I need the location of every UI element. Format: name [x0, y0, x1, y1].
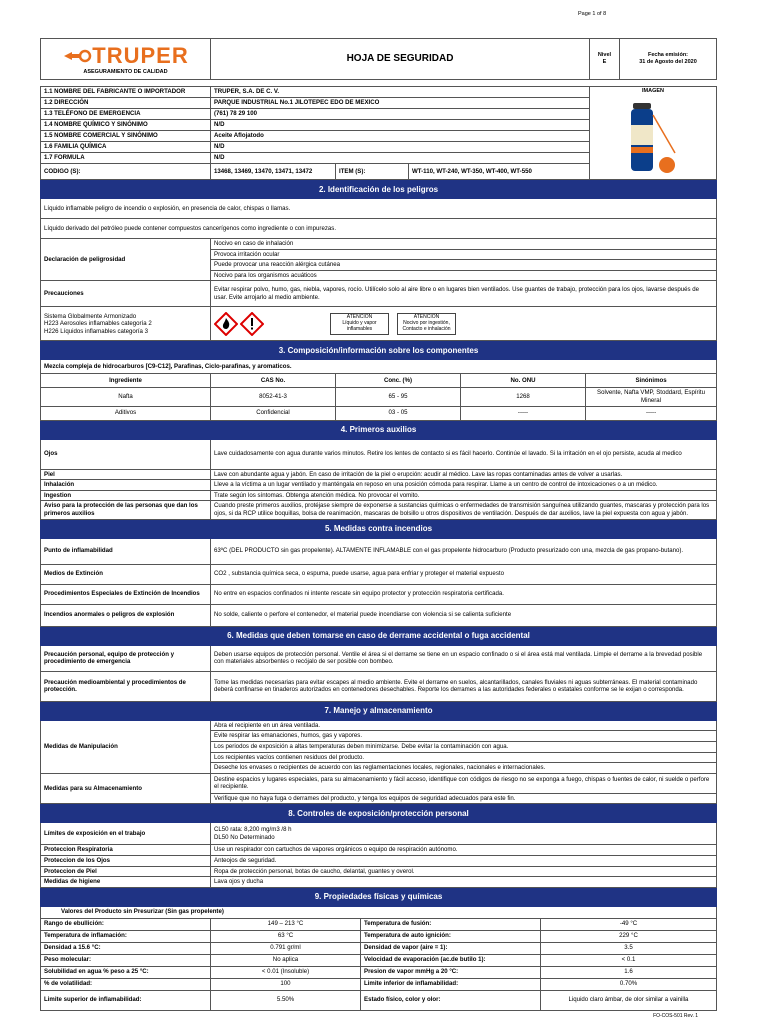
- document-title: HOJA DE SEGURIDAD: [211, 39, 590, 80]
- decl-item-4: Nocivo para los organismos acuáticos: [211, 270, 717, 281]
- prop-value: 5.50%: [211, 990, 361, 1010]
- comp-cell: Solvente, Nafta VMP, Stoddard, Espíritu Mineral: [586, 388, 717, 406]
- table-row: [41, 406, 717, 420]
- comp-header-cas: CAS No.: [211, 374, 336, 388]
- sga-line-1: Sistema Globalmente Armonizado: [44, 312, 137, 320]
- fire-label-2: Medios de Extinción: [41, 564, 211, 584]
- id-value-2: PARQUE INDUSTRIAL No.1 JILOTEPEC EDO DE MEXICO: [211, 98, 590, 109]
- codigo-value: 13468, 13469, 13470, 13471, 13472: [211, 164, 336, 180]
- prop-value: 229 °C: [541, 930, 717, 942]
- prop-label: Limite inferior de inflamabilidad:: [361, 978, 541, 990]
- prop-value: Liquido claro ámbar, de olor similar a vainilla: [541, 990, 717, 1010]
- comp-cell: Confidencial: [211, 406, 336, 420]
- handling-item-3: Los periodos de exposición a altas temperaturas deben minimizarse. Debe evitar la contaminación con agua.: [211, 741, 717, 752]
- section-5-table: [40, 520, 717, 627]
- prop-value: No aplica: [211, 954, 361, 966]
- id-value-1: TRUPER, S.A. DE C. V.: [211, 87, 590, 98]
- comp-header-synonyms: Sinónimos: [586, 374, 717, 388]
- nivel-cell: [590, 39, 620, 80]
- spill-text-1: Deben usarse equipos de protección personal. Ventile el área si el derrame se tiene en un espacio confinado o si el área está mal ventilada. Limpie el derrame a la brevedad posible con materiales absorbentes o recójalo de ser posible con bombeo.: [211, 645, 717, 671]
- prop-label: Limite superior de inflamabilidad:: [41, 990, 211, 1010]
- prop-value: 0.791 gr/ml: [211, 942, 361, 954]
- first-aid-text-notice: Cuando preste primeros auxilios, protéjase siempre de exponerse a sustancias químicas o enfermedades de transmisión sanguínea utilizando guantes, mascaras y protección para los ojos, si da RCP utilice boquillas, bolsa de reanimación, mascaras de bolsillo u otros dispositivos de ventilación. Después de dar auxilios, lave la piel expuesta con agua y jabón.: [211, 501, 717, 519]
- id-label-1: 1.1 NOMBRE DEL FABRICANTE O IMPORTADOR: [41, 87, 211, 98]
- table-row: [41, 930, 717, 942]
- item-value: WT-110, WT-240, WT-350, WT-400, WT-550: [409, 164, 590, 180]
- section-6-title: 6. Medidas que deben tomarse en caso de derrame accidental o fuga accidental: [41, 627, 717, 645]
- id-value-7: N/D: [211, 153, 590, 164]
- id-value-3: (761) 78 29 100: [211, 109, 590, 120]
- attention-box-1: [330, 313, 389, 334]
- section-8-table: [40, 804, 717, 887]
- fecha-cell: [620, 39, 717, 80]
- table-row: [41, 954, 717, 966]
- comp-header-conc: Conc. (%): [336, 374, 461, 388]
- composition-intro: Mezcla compleja de hidrocarburos [C9-C12], Parafinas, Ciclo-parafinas, y aromaticos.: [41, 360, 717, 374]
- section-3-title: 3. Composición/información sobre los componentes: [41, 342, 717, 360]
- exclamation-pictogram-icon: [240, 312, 264, 336]
- fecha-label: Fecha emisión:: [647, 52, 689, 59]
- comp-cell: 65 - 95: [336, 388, 461, 406]
- section-7-table: [40, 702, 717, 805]
- id-label-2: 1.2 DIRECCIÓN: [41, 98, 211, 109]
- exposure-text-1: CL50 rata: 8,200 mg/m3 /8 h DL50 No Determinado: [211, 823, 717, 845]
- prop-label: Presion de vapor mmHg a 20 °C:: [361, 966, 541, 978]
- first-aid-text-ingestion: Trate según los síntomas. Obtenga atención médica. No provocar el vomito.: [211, 490, 717, 501]
- first-aid-label-eyes: Ojos: [41, 439, 211, 469]
- first-aid-label-skin: Piel: [41, 469, 211, 480]
- flame-pictogram-icon: [214, 312, 238, 336]
- id-value-5: Aceite Aflojatodo: [211, 131, 590, 142]
- spill-text-2: Tome las medidas necesarias para evitar escapes al medio ambiente. Evite el derrame en suelos, alcantarillados, canales fluviales ni aguas subterráneas. El material contaminado deberá confinarse en tinaderos autorizados en contenedores desechables. Reporte los derrames a las autoridades federales o estatales conforme se le exijan o corresponda.: [211, 671, 717, 701]
- hazard-line-2: Líquido derivado del petróleo puede contener compuestos cancerígenos como ingrediente o con impurezas.: [41, 219, 717, 239]
- nivel-value: E: [602, 59, 607, 65]
- handling-item-2: Evite respirar las emanaciones, humos, gas y vapores.: [211, 731, 717, 742]
- exposure-label-4: Proteccion de Piel: [41, 866, 211, 877]
- aerosol-can-icon: [623, 95, 683, 175]
- first-aid-text-skin: Lave con abundante agua y jabón. En caso de irritación de la piel o erupción: acudir al médico. Lave las ropas contaminadas antes de volver a usarlas.: [211, 469, 717, 480]
- exposure-label-2: Proteccion Respiratoria: [41, 845, 211, 856]
- table-row: [41, 388, 717, 406]
- section-8-title: 8. Controles de exposición/protección personal: [41, 805, 717, 823]
- handling-item-5: Deseche los envases o recipientes de acuerdo con las reglamentaciones locales, regionales, nacionales e internacionales.: [211, 763, 717, 774]
- item-label: ITEM (S):: [336, 164, 409, 180]
- prec-text: Evitar respirar polvo, humo, gas, niebla, vapores, rocío. Utilícelo solo al aire libre o en lugares bien ventilados. Use guantes de trabajo, protección para los ojos, lavarse después de usar. Evite arrojarlo al medio ambiente.: [211, 281, 717, 307]
- comp-cell: -----: [586, 406, 717, 420]
- attention-box-2: [397, 313, 456, 334]
- comp-cell: Aditivos: [41, 406, 211, 420]
- prop-label: Densidad de vapor (aire = 1):: [361, 942, 541, 954]
- exposure-text-3: Anteojos de seguridad.: [211, 855, 717, 866]
- properties-subtitle: Valores del Producto sin Presurizar (Sin gas propelente): [41, 906, 717, 918]
- prop-label: Rango de ebullición:: [41, 918, 211, 930]
- decl-item-1: Nocivo en caso de inhalación: [211, 239, 717, 250]
- exposure-label-5: Medidas de higiene: [41, 877, 211, 888]
- exposure-text-4: Ropa de protección personal, botas de caucho, delantal, guantes y overol.: [211, 866, 717, 877]
- page-number: Page 1 of 8: [578, 11, 607, 17]
- section-7-title: 7. Manejo y almacenamiento: [41, 702, 717, 720]
- comp-cell: 1268: [461, 388, 586, 406]
- comp-header-onu: No. ONU: [461, 374, 586, 388]
- handling-item-1: Abra el recipiente en un área ventilada.: [211, 720, 717, 731]
- exposure-text-5: Lava ojos y ducha: [211, 877, 717, 888]
- prop-label: Temperatura de auto ignición:: [361, 930, 541, 942]
- section-4-table: [40, 421, 717, 520]
- comp-cell: -----: [461, 406, 586, 420]
- attention-box-2-text: Nocivo por ingestión, Contacto e inhalación: [402, 320, 451, 332]
- decl-item-3: Puede provocar una reacción alérgica cutánea: [211, 260, 717, 271]
- sga-line-3: H226 Líquidos inflamables categoría 3: [44, 327, 148, 335]
- spill-label-1: Precaución personal, equipo de protección y procedimiento de emergencia: [41, 645, 211, 671]
- first-aid-text-inhalation: Lleve a la víctima a un lugar ventilado y manténgala en reposo en una posición cómoda para respirar. Llame a un centro de control de intoxicaciones o a un médico.: [211, 480, 717, 491]
- truper-logo-icon: [62, 49, 92, 63]
- section-9-title: 9. Propiedades físicas y químicas: [41, 888, 717, 906]
- safety-data-sheet: [40, 38, 716, 1011]
- table-row: [41, 978, 717, 990]
- id-label-5: 1.5 NOMBRE COMERCIAL Y SINÓNIMO: [41, 131, 211, 142]
- comp-header-ingredient: Ingrediente: [41, 374, 211, 388]
- id-label-6: 1.6 FAMILIA QUÍMICA: [41, 142, 211, 153]
- fecha-value: 31 de Agosto del 2020: [639, 59, 697, 65]
- storage-item-2: Verifique que no haya fuga o derrames del producto, y tenga los equipos de seguridad adecuados para este fin.: [211, 793, 717, 804]
- section-2-table: [40, 180, 717, 341]
- logo-text: TRUPER: [92, 42, 189, 68]
- prop-label: Peso molecular:: [41, 954, 211, 966]
- fire-text-2: CO2 , substancia química seca, o espuma, puede usarse, agua para enfriar y proteger el material expuesto: [211, 564, 717, 584]
- attention-box-1-text: Líquido y vapor inflamables: [342, 320, 377, 332]
- fire-text-4: No solde, caliente o perfore el contenedor, el material puede incendiarse con violencia si se calienta suficiente: [211, 604, 717, 626]
- section-1-table: [40, 80, 717, 180]
- nivel-label: Nivel: [597, 52, 612, 59]
- header-table: [40, 38, 717, 80]
- prop-label: Temperatura de inflamación:: [41, 930, 211, 942]
- decl-item-2: Provoca irritación ocular: [211, 249, 717, 260]
- codigo-label: CODIGO (S):: [41, 164, 211, 180]
- prop-label: Solubilidad en agua % peso a 25 °C:: [41, 966, 211, 978]
- attention-box-1-title: ATENCION: [346, 314, 373, 321]
- id-label-3: 1.3 TELÉFONO DE EMERGENCIA: [41, 109, 211, 120]
- prop-value: 100: [211, 978, 361, 990]
- section-5-title: 5. Medidas contra incendios: [41, 520, 717, 538]
- decl-label: Declaración de peligrosidad: [41, 239, 211, 281]
- prop-value: 0.70%: [541, 978, 717, 990]
- prop-label: Estado físico, color y olor:: [361, 990, 541, 1010]
- exposure-label-1: Límites de exposición en el trabajo: [41, 823, 211, 845]
- comp-cell: 8052-41-3: [211, 388, 336, 406]
- prop-value: < 0.1: [541, 954, 717, 966]
- exposure-label-3: Proteccion de los Ojos: [41, 855, 211, 866]
- prop-label: Densidad a 15.6 °C:: [41, 942, 211, 954]
- spill-label-2: Precaución medioambiental y procedimientos de protección.: [41, 671, 211, 701]
- storage-label: Medidas para su Almacenamiento: [41, 773, 211, 804]
- prop-value: 63 °C: [211, 930, 361, 942]
- pictogram-cell: [211, 307, 717, 341]
- id-label-7: 1.7 FORMULA: [41, 153, 211, 164]
- id-value-6: N/D: [211, 142, 590, 153]
- sga-line-2: H223 Aerosoles inflamables categoría 2: [44, 320, 152, 328]
- first-aid-label-ingestion: Ingestion: [41, 490, 211, 501]
- fire-text-1: 63ºC (DEL PRODUCTO sin gas propelente). ALTAMENTE INFLAMABLE con el gas propelente hidrocarburo (Producto presurizado con una, mezcla de gas propano-butano).: [211, 538, 717, 564]
- section-9-table: [40, 888, 717, 1011]
- prop-value: 1.6: [541, 966, 717, 978]
- fire-label-3: Procedimientos Especiales de Extinción de Incendios: [41, 584, 211, 604]
- prop-value: < 0.01 (Insoluble): [211, 966, 361, 978]
- fire-label-1: Punto de inflamabilidad: [41, 538, 211, 564]
- fire-label-4: Incendios anormales o peligros de explosión: [41, 604, 211, 626]
- table-row: [41, 966, 717, 978]
- hazard-line-1: Líquido inflamable peligro de incendio o explosión, en presencia de calor, chispas o llamas.: [41, 199, 717, 219]
- section-6-table: [40, 627, 717, 702]
- prec-label: Precauciones: [41, 281, 211, 307]
- logo-subtitle: ASEGURAMIENTO DE CALIDAD: [83, 69, 168, 76]
- id-value-4: N/D: [211, 120, 590, 131]
- prop-label: Temperatura de fusión:: [361, 918, 541, 930]
- prop-value: 149 – 213 °C: [211, 918, 361, 930]
- fire-text-3: No entre en espacios confinados ni intente rescate sin equipo protector y protección respiratoria certificada.: [211, 584, 717, 604]
- product-image-cell: [590, 87, 717, 180]
- handling-item-4: Los recipientes vacíos contienen residuos del producto.: [211, 752, 717, 763]
- storage-item-1: Destine espacios y lugares especiales, para su almacenamiento y fácil acceso, identifique con códigos de riesgo no se exponga a fuego, chispas o fuentes de calor, ni suelde o perfore el recipiente.: [211, 773, 717, 793]
- comp-cell: Nafta: [41, 388, 211, 406]
- table-row: [41, 990, 717, 1010]
- first-aid-label-inhalation: Inhalación: [41, 480, 211, 491]
- attention-box-2-title: ATENCION: [413, 314, 440, 321]
- first-aid-label-notice: Aviso para la protección de las personas que dan los primeros auxilios: [41, 501, 211, 519]
- prop-label: % de volatilidad:: [41, 978, 211, 990]
- handling-label: Medidas de Manipulación: [41, 720, 211, 773]
- prop-value: 3.5: [541, 942, 717, 954]
- table-row: [41, 942, 717, 954]
- section-3-table: [40, 341, 717, 420]
- imagen-label: IMAGEN: [642, 88, 665, 94]
- comp-cell: 03 - 05: [336, 406, 461, 420]
- prop-value: -49 °C: [541, 918, 717, 930]
- prop-label: Velocidad de evaporación (ac.de butilo 1):: [361, 954, 541, 966]
- id-label-4: 1.4 NOMBRE QUÍMICO Y SINÓNIMO: [41, 120, 211, 131]
- logo-cell: [41, 39, 211, 80]
- section-4-title: 4. Primeros auxilios: [41, 421, 717, 439]
- table-row: [41, 918, 717, 930]
- footer-code: FO-COS-501 Rev. 1: [653, 1013, 698, 1019]
- first-aid-text-eyes: Lave cuidadosamente con agua durante varios minutos. Retire los lentes de contacto si es fácil hacerlo. Continúe el lavado. Si la irritación en el ojo persiste, acuda al medico: [211, 439, 717, 469]
- exposure-text-2: Use un respirador con cartuchos de vapores orgánicos o equipo de respiración autónomo.: [211, 845, 717, 856]
- section-2-title: 2. Identificación de los peligros: [41, 181, 717, 199]
- sga-cell: [41, 307, 211, 341]
